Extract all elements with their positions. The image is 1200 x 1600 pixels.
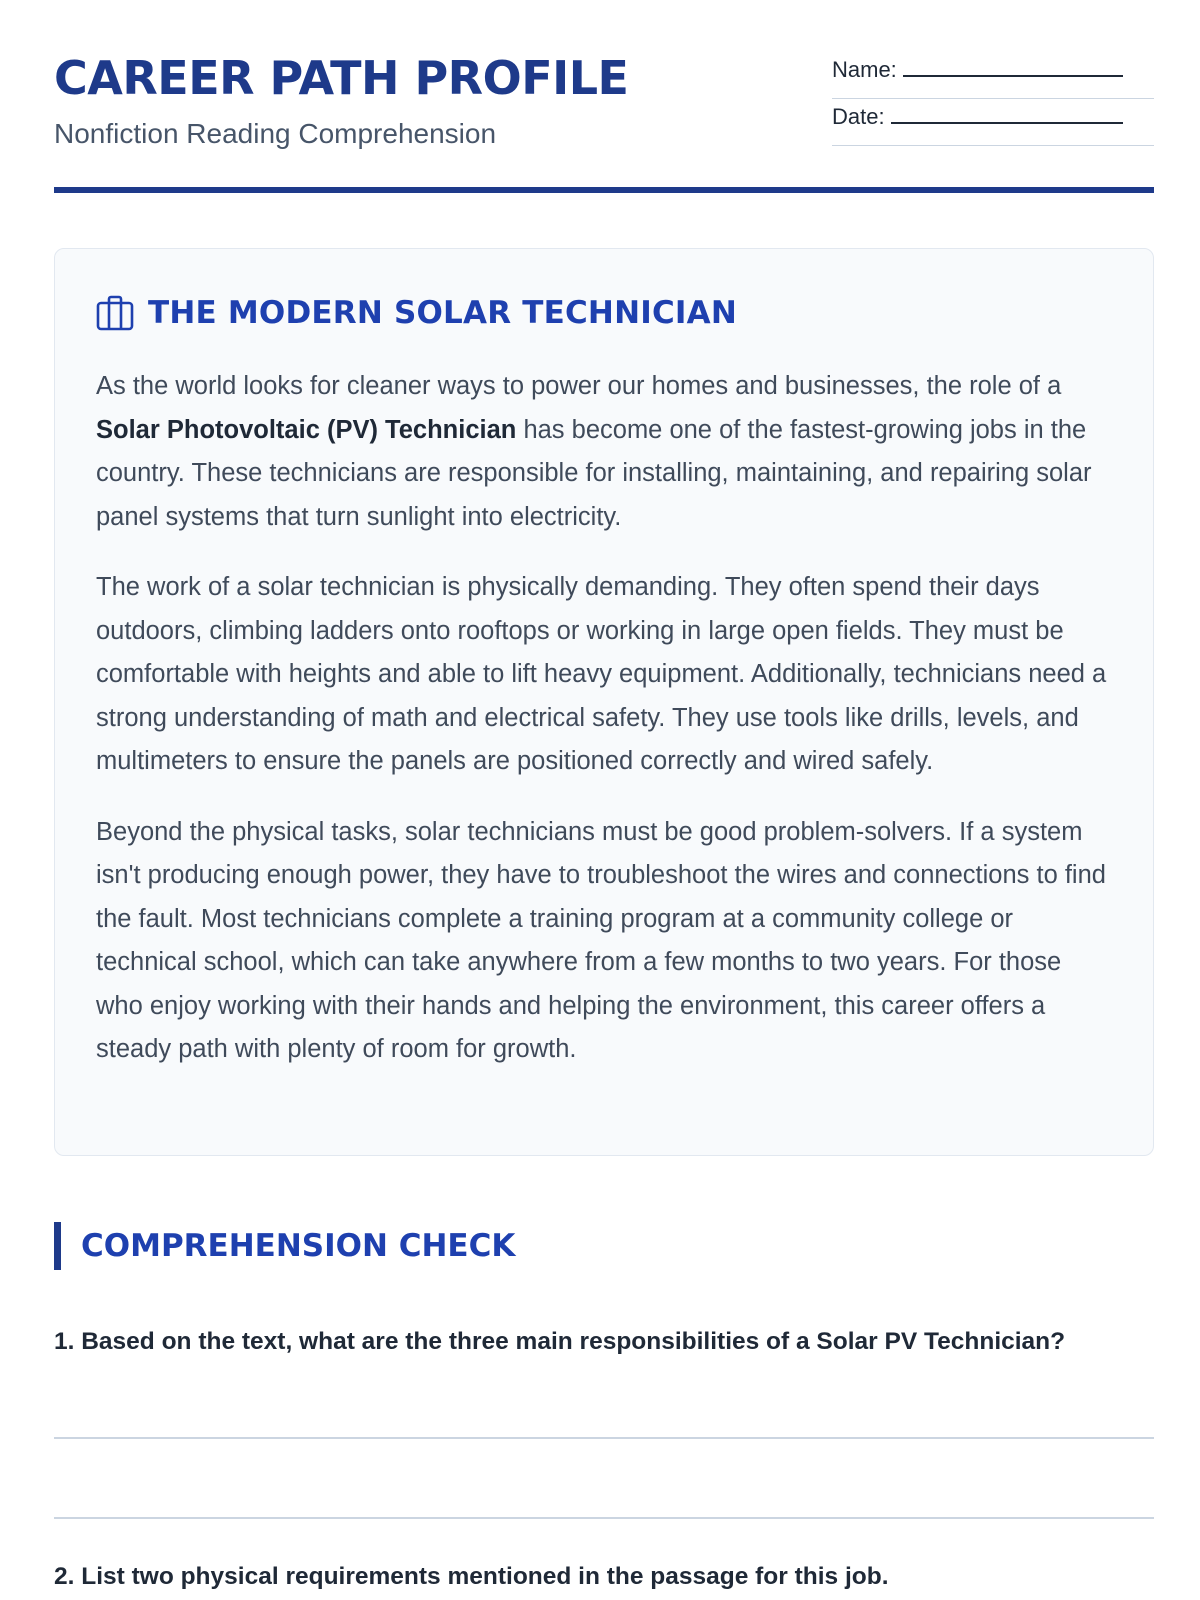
passage-paragraph-3: Beyond the physical tasks, solar technicians must be good problem-solvers. If a system isn't producing enough power, they have to troubleshoot the wires and connections to find the fault. Most technicians complete a training program at a community college or technical school, which can take anywhere from a few months to two years. For those who enjoy working with their hands and helping the environment, this career offers a steady path with plenty of room for growth.: [96, 817, 1106, 1063]
worksheet-page: [54, 0, 1154, 1590]
date-label: Date:: [832, 104, 885, 129]
name-field[interactable]: [832, 52, 1154, 99]
date-blank-line[interactable]: [891, 104, 1123, 124]
answer-line[interactable]: [54, 1437, 1154, 1439]
briefcase-icon: [96, 295, 134, 331]
passage-title: THE MODERN SOLAR TECHNICIAN: [148, 295, 737, 331]
student-info: [832, 52, 1154, 146]
answer-line[interactable]: [54, 1517, 1154, 1519]
question-2: 2. List two physical requirements mentioned in the passage for this job.: [54, 1563, 889, 1590]
page-title: CAREER PATH PROFILE: [54, 51, 629, 105]
passage-paragraph-1: As the world looks for cleaner ways to power our homes and businesses, the role of a Solar Photovoltaic (PV) Technician has become one of the fastest-growing jobs in the country. These technicians are responsible for installing, maintaining, and repairing solar panel systems that turn sunlight into electricity.: [96, 372, 1092, 531]
passage-paragraph-2: The work of a solar technician is physically demanding. They often spend their days outdoors, climbing ladders onto rooftops or working in large open fields. They must be comfortable with heights and able to lift heavy equipment. Additionally, technicians need a strong understanding of math and electrical safety. They use tools like drills, levels, and multimeters to ensure the panels are positioned correctly and wired safely.: [96, 573, 1107, 775]
name-label: Name:: [832, 57, 897, 82]
reading-passage-card: [54, 248, 1154, 1156]
job-title-highlight: Solar Photovoltaic (PV) Technician: [96, 415, 517, 444]
name-blank-line[interactable]: [903, 57, 1123, 77]
date-field[interactable]: [832, 99, 1154, 146]
comprehension-title: COMPREHENSION CHECK: [81, 1228, 516, 1264]
header-divider: [54, 187, 1154, 193]
page-subtitle: Nonfiction Reading Comprehension: [54, 118, 497, 149]
worksheet-header: [54, 0, 1154, 195]
passage-heading: [96, 289, 1113, 337]
question-1: 1. Based on the text, what are the three main responsibilities of a Solar PV Technician?: [54, 1328, 1066, 1355]
comprehension-heading: [54, 1222, 515, 1270]
